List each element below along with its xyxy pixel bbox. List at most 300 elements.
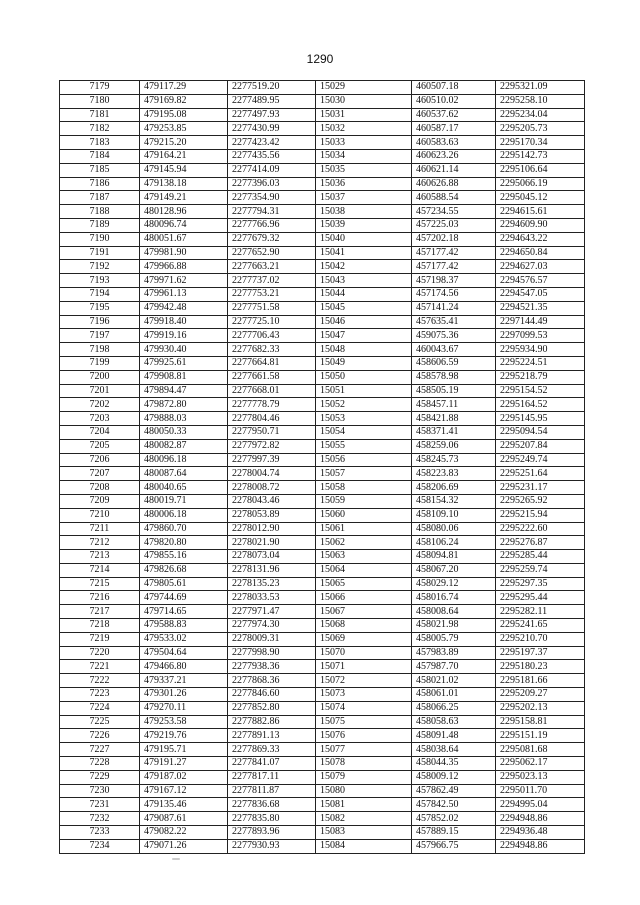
x-coordinate-left: 479138.18: [140, 177, 228, 191]
x-coordinate-left: 479466.80: [140, 660, 228, 674]
y-coordinate-right: 2294609.90: [496, 218, 585, 232]
x-coordinate-left: 479888.03: [140, 412, 228, 426]
x-coordinate-right: 458206.69: [412, 481, 496, 495]
point-number-right: 15039: [316, 218, 412, 232]
table-row: [60, 481, 585, 495]
point-number-left: 7212: [60, 536, 140, 550]
x-coordinate-right: 460623.26: [412, 149, 496, 163]
table-row: [60, 605, 585, 619]
y-coordinate-left: 2277974.30: [228, 619, 316, 633]
point-number-left: 7232: [60, 812, 140, 826]
point-number-left: 7218: [60, 619, 140, 633]
x-coordinate-left: 479872.80: [140, 398, 228, 412]
table-row: [60, 632, 585, 646]
table-row: [60, 591, 585, 605]
point-number-right: 15054: [316, 425, 412, 439]
x-coordinate-right: 457198.37: [412, 274, 496, 288]
y-coordinate-left: 2277725.10: [228, 315, 316, 329]
x-coordinate-left: 480128.96: [140, 205, 228, 219]
y-coordinate-right: 2294547.05: [496, 287, 585, 301]
x-coordinate-left: 480096.74: [140, 218, 228, 232]
y-coordinate-right: 2294650.84: [496, 246, 585, 260]
point-number-right: 15073: [316, 688, 412, 702]
x-coordinate-right: 458245.73: [412, 453, 496, 467]
point-number-left: 7192: [60, 260, 140, 274]
x-coordinate-right: 458578.98: [412, 370, 496, 384]
y-coordinate-left: 2278008.72: [228, 481, 316, 495]
y-coordinate-right: 2295295.44: [496, 591, 585, 605]
point-number-right: 15041: [316, 246, 412, 260]
x-coordinate-left: 479082.22: [140, 826, 228, 840]
point-number-right: 15074: [316, 701, 412, 715]
y-coordinate-left: 2277414.09: [228, 163, 316, 177]
y-coordinate-right: 2295234.04: [496, 108, 585, 122]
table-row: [60, 577, 585, 591]
x-coordinate-right: 457862.49: [412, 784, 496, 798]
y-coordinate-right: 2295210.70: [496, 632, 585, 646]
y-coordinate-right: 2295205.73: [496, 122, 585, 136]
point-number-right: 15069: [316, 632, 412, 646]
y-coordinate-left: 2277354.90: [228, 191, 316, 205]
x-coordinate-right: 457635.41: [412, 315, 496, 329]
x-coordinate-left: 479087.61: [140, 812, 228, 826]
y-coordinate-left: 2278131.96: [228, 563, 316, 577]
table-row: [60, 149, 585, 163]
table-row: [60, 384, 585, 398]
point-number-right: 15078: [316, 757, 412, 771]
y-coordinate-right: 2295180.23: [496, 660, 585, 674]
x-coordinate-right: 460588.54: [412, 191, 496, 205]
y-coordinate-right: 2295209.27: [496, 688, 585, 702]
point-number-left: 7189: [60, 218, 140, 232]
table-row: [60, 536, 585, 550]
x-coordinate-left: 479167.12: [140, 784, 228, 798]
x-coordinate-right: 457889.15: [412, 826, 496, 840]
point-number-right: 15079: [316, 770, 412, 784]
x-coordinate-left: 480006.18: [140, 508, 228, 522]
x-coordinate-right: 457234.55: [412, 205, 496, 219]
y-coordinate-right: 2294627.03: [496, 260, 585, 274]
point-number-left: 7198: [60, 343, 140, 357]
point-number-right: 15055: [316, 439, 412, 453]
x-coordinate-right: 458008.64: [412, 605, 496, 619]
y-coordinate-right: 2295276.87: [496, 536, 585, 550]
y-coordinate-right: 2295251.64: [496, 467, 585, 481]
table-row: [60, 425, 585, 439]
y-coordinate-right: 2295282.11: [496, 605, 585, 619]
point-number-left: 7203: [60, 412, 140, 426]
x-coordinate-left: 479908.81: [140, 370, 228, 384]
y-coordinate-left: 2278135.23: [228, 577, 316, 591]
y-coordinate-left: 2277971.47: [228, 605, 316, 619]
y-coordinate-right: 2295249.74: [496, 453, 585, 467]
x-coordinate-left: 479191.27: [140, 757, 228, 771]
table-row: [60, 412, 585, 426]
table-row: [60, 108, 585, 122]
point-number-right: 15043: [316, 274, 412, 288]
point-number-left: 7209: [60, 494, 140, 508]
x-coordinate-left: 479533.02: [140, 632, 228, 646]
y-coordinate-right: 2295181.66: [496, 674, 585, 688]
y-coordinate-right: 2295285.44: [496, 550, 585, 564]
x-coordinate-right: 458259.06: [412, 439, 496, 453]
x-coordinate-right: 457987.70: [412, 660, 496, 674]
y-coordinate-right: 2295170.34: [496, 136, 585, 150]
x-coordinate-left: 479714.65: [140, 605, 228, 619]
point-number-left: 7208: [60, 481, 140, 495]
table-row: [60, 494, 585, 508]
y-coordinate-left: 2277664.81: [228, 356, 316, 370]
point-number-right: 15070: [316, 646, 412, 660]
coordinate-table: [59, 80, 585, 854]
point-number-right: 15072: [316, 674, 412, 688]
y-coordinate-right: 2295934.90: [496, 343, 585, 357]
x-coordinate-right: 458029.12: [412, 577, 496, 591]
x-coordinate-left: 479918.40: [140, 315, 228, 329]
table-row: [60, 729, 585, 743]
x-coordinate-left: 480082.87: [140, 439, 228, 453]
point-number-right: 15045: [316, 301, 412, 315]
x-coordinate-right: 457225.03: [412, 218, 496, 232]
x-coordinate-right: 460587.17: [412, 122, 496, 136]
point-number-right: 15040: [316, 232, 412, 246]
x-coordinate-left: 479820.80: [140, 536, 228, 550]
table-row: [60, 260, 585, 274]
x-coordinate-right: 458457.11: [412, 398, 496, 412]
point-number-right: 15037: [316, 191, 412, 205]
x-coordinate-right: 458038.64: [412, 743, 496, 757]
x-coordinate-left: 479805.61: [140, 577, 228, 591]
y-coordinate-left: 2278009.31: [228, 632, 316, 646]
point-number-left: 7206: [60, 453, 140, 467]
point-number-right: 15031: [316, 108, 412, 122]
y-coordinate-left: 2277682.33: [228, 343, 316, 357]
point-number-left: 7229: [60, 770, 140, 784]
x-coordinate-right: 460043.67: [412, 343, 496, 357]
table-row: [60, 287, 585, 301]
y-coordinate-left: 2277868.36: [228, 674, 316, 688]
y-coordinate-left: 2277998.90: [228, 646, 316, 660]
table-row: [60, 619, 585, 633]
x-coordinate-right: 458154.32: [412, 494, 496, 508]
point-number-right: 15033: [316, 136, 412, 150]
point-number-right: 15075: [316, 715, 412, 729]
table-row: [60, 453, 585, 467]
point-number-left: 7221: [60, 660, 140, 674]
y-coordinate-left: 2277778.79: [228, 398, 316, 412]
point-number-left: 7226: [60, 729, 140, 743]
table-row: [60, 232, 585, 246]
x-coordinate-left: 479169.82: [140, 94, 228, 108]
point-number-right: 15029: [316, 81, 412, 95]
x-coordinate-right: 457177.42: [412, 260, 496, 274]
x-coordinate-right: 460510.02: [412, 94, 496, 108]
x-coordinate-right: 458067.20: [412, 563, 496, 577]
table-row: [60, 839, 585, 853]
y-coordinate-left: 2277737.02: [228, 274, 316, 288]
point-number-left: 7231: [60, 798, 140, 812]
y-coordinate-left: 2277794.31: [228, 205, 316, 219]
table-row: [60, 205, 585, 219]
table-row: [60, 660, 585, 674]
y-coordinate-left: 2277519.20: [228, 81, 316, 95]
y-coordinate-right: 2294948.86: [496, 839, 585, 853]
y-coordinate-right: 2294643.22: [496, 232, 585, 246]
x-coordinate-right: 460583.63: [412, 136, 496, 150]
table-row: [60, 94, 585, 108]
point-number-right: 15059: [316, 494, 412, 508]
x-coordinate-right: 458091.48: [412, 729, 496, 743]
y-coordinate-right: 2295045.12: [496, 191, 585, 205]
x-coordinate-right: 457983.89: [412, 646, 496, 660]
point-number-right: 15081: [316, 798, 412, 812]
point-number-right: 15065: [316, 577, 412, 591]
point-number-left: 7225: [60, 715, 140, 729]
y-coordinate-left: 2277423.42: [228, 136, 316, 150]
x-coordinate-right: 457842.50: [412, 798, 496, 812]
table-row: [60, 191, 585, 205]
x-coordinate-left: 479215.20: [140, 136, 228, 150]
point-number-right: 15084: [316, 839, 412, 853]
x-coordinate-right: 457202.18: [412, 232, 496, 246]
table-row: [60, 646, 585, 660]
point-number-right: 15050: [316, 370, 412, 384]
table-row: [60, 715, 585, 729]
x-coordinate-left: 479253.58: [140, 715, 228, 729]
y-coordinate-right: 2295151.19: [496, 729, 585, 743]
point-number-right: 15064: [316, 563, 412, 577]
y-coordinate-right: 2295164.52: [496, 398, 585, 412]
x-coordinate-left: 479855.16: [140, 550, 228, 564]
point-number-left: 7220: [60, 646, 140, 660]
table-row: [60, 356, 585, 370]
y-coordinate-left: 2277950.71: [228, 425, 316, 439]
point-number-right: 15058: [316, 481, 412, 495]
point-number-left: 7183: [60, 136, 140, 150]
point-number-right: 15057: [316, 467, 412, 481]
y-coordinate-right: 2295231.17: [496, 481, 585, 495]
x-coordinate-right: 458009.12: [412, 770, 496, 784]
x-coordinate-right: 458505.19: [412, 384, 496, 398]
x-coordinate-right: 457141.24: [412, 301, 496, 315]
point-number-left: 7215: [60, 577, 140, 591]
y-coordinate-left: 2277396.03: [228, 177, 316, 191]
y-coordinate-left: 2277661.58: [228, 370, 316, 384]
y-coordinate-right: 2295081.68: [496, 743, 585, 757]
point-number-right: 15046: [316, 315, 412, 329]
table-row: [60, 122, 585, 136]
y-coordinate-left: 2277497.93: [228, 108, 316, 122]
point-number-left: 7179: [60, 81, 140, 95]
x-coordinate-left: 479301.26: [140, 688, 228, 702]
y-coordinate-right: 2295202.13: [496, 701, 585, 715]
x-coordinate-left: 480087.64: [140, 467, 228, 481]
x-coordinate-right: 460507.18: [412, 81, 496, 95]
table-row: [60, 784, 585, 798]
y-coordinate-left: 2277753.21: [228, 287, 316, 301]
table-row: [60, 329, 585, 343]
x-coordinate-right: 458061.01: [412, 688, 496, 702]
y-coordinate-left: 2277930.93: [228, 839, 316, 853]
point-number-right: 15030: [316, 94, 412, 108]
x-coordinate-right: 459075.36: [412, 329, 496, 343]
point-number-right: 15082: [316, 812, 412, 826]
point-number-right: 15035: [316, 163, 412, 177]
x-coordinate-right: 457177.42: [412, 246, 496, 260]
x-coordinate-left: 479164.21: [140, 149, 228, 163]
y-coordinate-right: 2295207.84: [496, 439, 585, 453]
y-coordinate-right: 2295241.65: [496, 619, 585, 633]
x-coordinate-right: 458016.74: [412, 591, 496, 605]
x-coordinate-right: 458371.41: [412, 425, 496, 439]
table-row: [60, 674, 585, 688]
table-row: [60, 688, 585, 702]
x-coordinate-left: 479942.48: [140, 301, 228, 315]
point-number-left: 7210: [60, 508, 140, 522]
x-coordinate-right: 458005.79: [412, 632, 496, 646]
x-coordinate-left: 479135.46: [140, 798, 228, 812]
table-row: [60, 826, 585, 840]
point-number-right: 15038: [316, 205, 412, 219]
y-coordinate-left: 2278021.90: [228, 536, 316, 550]
x-coordinate-left: 479195.08: [140, 108, 228, 122]
x-coordinate-right: 458066.25: [412, 701, 496, 715]
point-number-left: 7223: [60, 688, 140, 702]
point-number-right: 15077: [316, 743, 412, 757]
x-coordinate-left: 480096.18: [140, 453, 228, 467]
y-coordinate-left: 2278073.04: [228, 550, 316, 564]
y-coordinate-right: 2295297.35: [496, 577, 585, 591]
y-coordinate-right: 2295106.64: [496, 163, 585, 177]
y-coordinate-left: 2277489.95: [228, 94, 316, 108]
x-coordinate-right: 457174.56: [412, 287, 496, 301]
point-number-right: 15061: [316, 522, 412, 536]
x-coordinate-left: 479919.16: [140, 329, 228, 343]
x-coordinate-right: 458058.63: [412, 715, 496, 729]
x-coordinate-left: 479744.69: [140, 591, 228, 605]
table-row: [60, 798, 585, 812]
x-coordinate-left: 479971.62: [140, 274, 228, 288]
table-row: [60, 757, 585, 771]
point-number-right: 15042: [316, 260, 412, 274]
y-coordinate-left: 2277938.36: [228, 660, 316, 674]
y-coordinate-right: 2295222.60: [496, 522, 585, 536]
point-number-left: 7190: [60, 232, 140, 246]
y-coordinate-right: 2295011.70: [496, 784, 585, 798]
y-coordinate-left: 2278033.53: [228, 591, 316, 605]
point-number-left: 7227: [60, 743, 140, 757]
x-coordinate-left: 479588.83: [140, 619, 228, 633]
x-coordinate-right: 460621.14: [412, 163, 496, 177]
x-coordinate-right: 458421.88: [412, 412, 496, 426]
y-coordinate-right: 2294995.04: [496, 798, 585, 812]
point-number-right: 15066: [316, 591, 412, 605]
y-coordinate-left: 2277846.60: [228, 688, 316, 702]
point-number-left: 7230: [60, 784, 140, 798]
x-coordinate-left: 479149.21: [140, 191, 228, 205]
table-row: [60, 218, 585, 232]
point-number-right: 15051: [316, 384, 412, 398]
scan-mark: [172, 858, 180, 860]
x-coordinate-left: 479253.85: [140, 122, 228, 136]
y-coordinate-left: 2277997.39: [228, 453, 316, 467]
x-coordinate-right: 458606.59: [412, 356, 496, 370]
y-coordinate-left: 2277882.86: [228, 715, 316, 729]
page-number: 1290: [306, 52, 334, 66]
x-coordinate-right: 458106.24: [412, 536, 496, 550]
y-coordinate-left: 2277841.07: [228, 757, 316, 771]
point-number-left: 7219: [60, 632, 140, 646]
y-coordinate-right: 2294615.61: [496, 205, 585, 219]
point-number-right: 15060: [316, 508, 412, 522]
point-number-left: 7217: [60, 605, 140, 619]
x-coordinate-right: 458080.06: [412, 522, 496, 536]
y-coordinate-left: 2277972.82: [228, 439, 316, 453]
x-coordinate-left: 479826.68: [140, 563, 228, 577]
point-number-left: 7193: [60, 274, 140, 288]
table-row: [60, 343, 585, 357]
y-coordinate-left: 2277869.33: [228, 743, 316, 757]
table-row: [60, 301, 585, 315]
table-row: [60, 563, 585, 577]
x-coordinate-right: 457966.75: [412, 839, 496, 853]
y-coordinate-right: 2294948.86: [496, 812, 585, 826]
y-coordinate-left: 2277835.80: [228, 812, 316, 826]
table-row: [60, 812, 585, 826]
table-row: [60, 467, 585, 481]
x-coordinate-right: 457852.02: [412, 812, 496, 826]
x-coordinate-left: 479894.47: [140, 384, 228, 398]
point-number-left: 7182: [60, 122, 140, 136]
y-coordinate-right: 2297144.49: [496, 315, 585, 329]
y-coordinate-left: 2277891.13: [228, 729, 316, 743]
y-coordinate-left: 2277766.96: [228, 218, 316, 232]
table-row: [60, 246, 585, 260]
table-row: [60, 177, 585, 191]
table-row: [60, 770, 585, 784]
point-number-left: 7234: [60, 839, 140, 853]
point-number-left: 7195: [60, 301, 140, 315]
x-coordinate-left: 479860.70: [140, 522, 228, 536]
x-coordinate-right: 458094.81: [412, 550, 496, 564]
y-coordinate-right: 2295094.54: [496, 425, 585, 439]
x-coordinate-right: 458044.35: [412, 757, 496, 771]
table-row: [60, 522, 585, 536]
point-number-right: 15047: [316, 329, 412, 343]
y-coordinate-left: 2277435.56: [228, 149, 316, 163]
x-coordinate-right: 458109.10: [412, 508, 496, 522]
table-row: [60, 136, 585, 150]
y-coordinate-left: 2278043.46: [228, 494, 316, 508]
point-number-left: 7196: [60, 315, 140, 329]
x-coordinate-right: 458021.98: [412, 619, 496, 633]
y-coordinate-left: 2277751.58: [228, 301, 316, 315]
point-number-left: 7186: [60, 177, 140, 191]
x-coordinate-left: 479930.40: [140, 343, 228, 357]
y-coordinate-right: 2295218.79: [496, 370, 585, 384]
y-coordinate-left: 2277652.90: [228, 246, 316, 260]
point-number-left: 7200: [60, 370, 140, 384]
x-coordinate-left: 479925.61: [140, 356, 228, 370]
y-coordinate-left: 2278053.89: [228, 508, 316, 522]
point-number-left: 7224: [60, 701, 140, 715]
y-coordinate-left: 2277679.32: [228, 232, 316, 246]
point-number-right: 15083: [316, 826, 412, 840]
point-number-left: 7222: [60, 674, 140, 688]
x-coordinate-right: 460537.62: [412, 108, 496, 122]
point-number-left: 7184: [60, 149, 140, 163]
point-number-left: 7228: [60, 757, 140, 771]
